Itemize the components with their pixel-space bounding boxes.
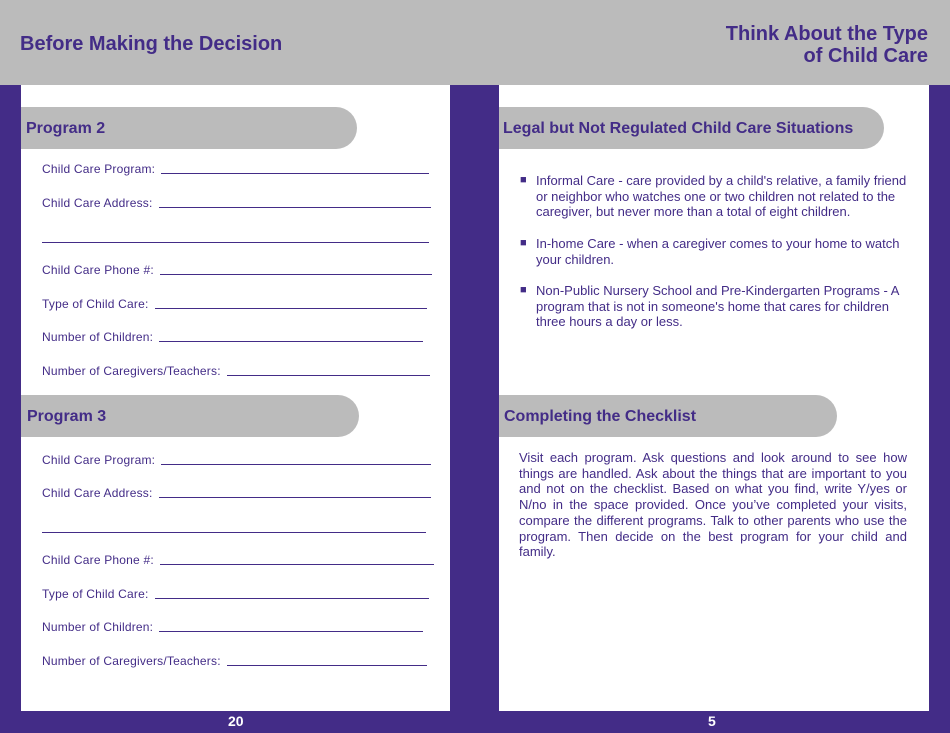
program2-phone-field[interactable] (42, 263, 432, 277)
program2-program-field[interactable] (42, 162, 429, 176)
program2-type-field[interactable] (42, 297, 427, 311)
program3-type-label: Type of Child Care: (42, 587, 149, 601)
program3-caregivers-label: Number of Caregivers/Teachers: (42, 654, 221, 668)
legal-bullet-text: Non-Public Nursery School and Pre-Kindergarten Programs - A program that is not in someone's home that cares for children three hours a day or less. (536, 283, 899, 329)
program2-address-line-2[interactable] (42, 242, 429, 243)
program3-heading: Program 3 (27, 408, 107, 425)
legal-bullet-item (520, 236, 915, 267)
program3-type-line[interactable] (155, 598, 429, 599)
program2-type-line[interactable] (155, 308, 427, 309)
program2-caregivers-label: Number of Caregivers/Teachers: (42, 364, 221, 378)
program2-children-line[interactable] (159, 341, 423, 342)
checklist-heading: Completing the Checklist (504, 408, 697, 425)
bullet-square-icon: ■ (520, 174, 527, 186)
program3-phone-label: Child Care Phone #: (42, 553, 154, 567)
program2-children-label: Number of Children: (42, 330, 154, 344)
program3-children-label: Number of Children: (42, 620, 154, 634)
right-page-title (726, 23, 928, 67)
program3-phone-field[interactable] (42, 553, 434, 567)
program3-phone-line[interactable] (160, 564, 434, 565)
program3-address-line[interactable] (159, 497, 431, 498)
program3-children-line[interactable] (159, 631, 423, 632)
right-title-line1: Think About the Type (725, 23, 928, 45)
left-page-number: 20 (228, 713, 244, 729)
program2-address-line[interactable] (159, 207, 431, 208)
program3-address-label: Child Care Address: (42, 486, 153, 500)
program2-program-label: Child Care Program: (42, 162, 156, 176)
bullet-square-icon: ■ (520, 237, 527, 249)
program2-phone-line[interactable] (160, 274, 432, 275)
program2-address-field[interactable] (42, 196, 431, 210)
left-page-title: Before Making the Decision (20, 33, 283, 55)
program3-address-field[interactable] (42, 486, 431, 500)
program3-address-line-2[interactable] (42, 532, 426, 533)
right-title-line2: of Child Care (803, 45, 928, 67)
program3-children-field[interactable] (42, 620, 423, 634)
checklist-body: Visit each program. Ask questions and look around to see how things are handled. Ask about the things that are important to you and not on the checklist. Based on what you find, write Y/yes or N/no in the space provided. Once you’ve completed your visits, compare the different programs. Talk to other parents who use the program. Then decide on the best program for your child and family. (519, 450, 907, 560)
legal-bullet-text: In-home Care - when a caregiver comes to your home to watch your children. (536, 236, 900, 267)
program3-program-field[interactable] (42, 453, 431, 467)
program3-type-field[interactable] (42, 587, 429, 601)
legal-bullet-item (520, 283, 915, 330)
legal-bullet-text: Informal Care - care provided by a child's relative, a family friend or neighbor who watches one or two children not related to the caregiver, but never more than a total of eight children. (536, 173, 907, 219)
program2-caregivers-field[interactable] (42, 364, 430, 378)
program2-phone-label: Child Care Phone #: (42, 263, 154, 277)
program2-program-line[interactable] (161, 173, 429, 174)
bullet-square-icon: ■ (520, 284, 527, 296)
program2-caregivers-line[interactable] (227, 375, 430, 376)
legal-bullet-item (520, 173, 915, 220)
program2-children-field[interactable] (42, 330, 423, 344)
program2-type-label: Type of Child Care: (42, 297, 149, 311)
program3-program-label: Child Care Program: (42, 453, 156, 467)
program3-program-line[interactable] (161, 464, 431, 465)
program2-heading: Program 2 (26, 120, 106, 137)
legal-heading: Legal but Not Regulated Child Care Situations (503, 120, 854, 137)
program2-address-label: Child Care Address: (42, 196, 153, 210)
program3-caregivers-line[interactable] (227, 665, 427, 666)
program3-caregivers-field[interactable] (42, 654, 427, 668)
right-page-number: 5 (708, 713, 716, 729)
